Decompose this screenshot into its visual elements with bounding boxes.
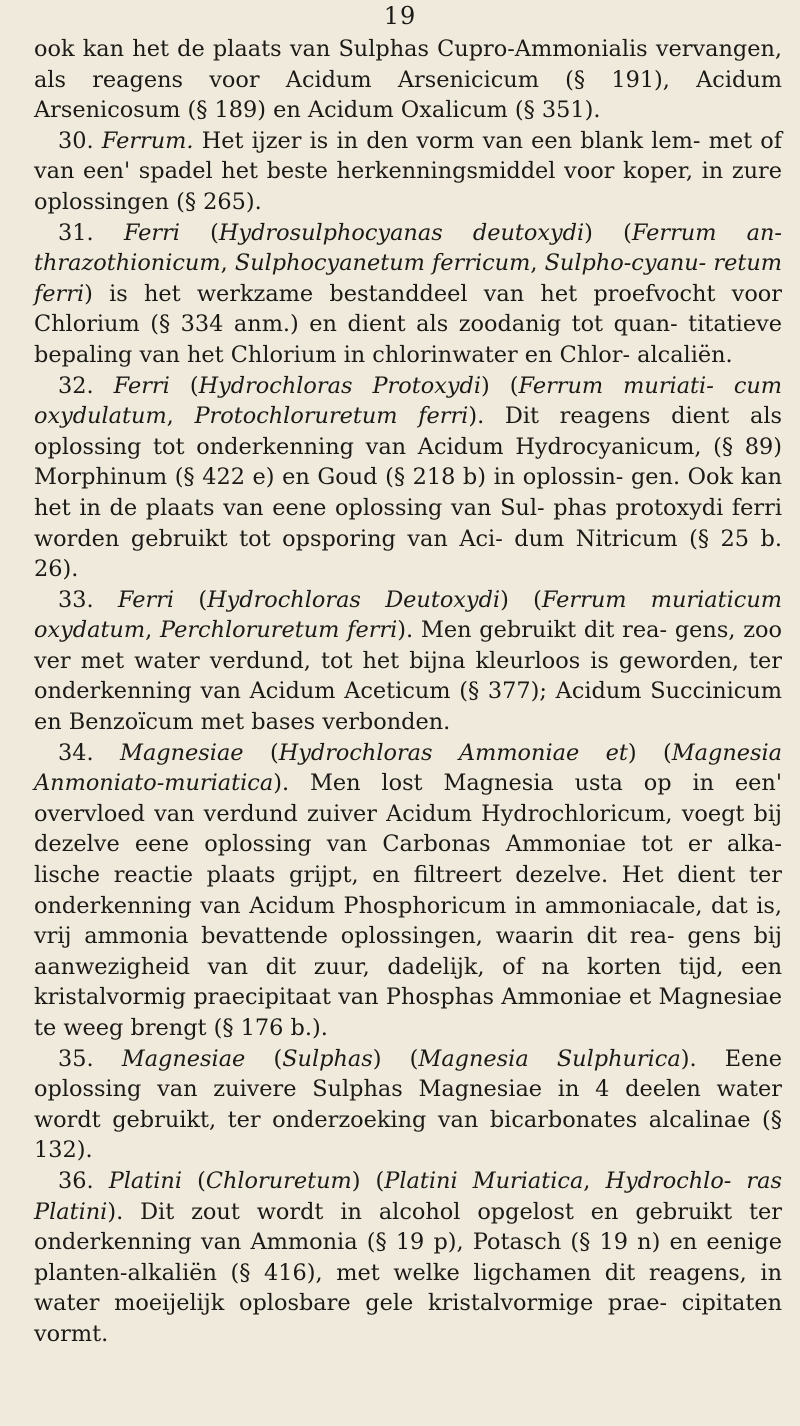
italic-text: Chloruretum [205,1167,352,1194]
text-run: ) ( [500,586,542,613]
text-run: ). Dit reagens dient als oplossing tot onderkenning van Acidum Hydrocyanicum, (§ 89) Morphinum (§ 422 e) en Goud (§ 218 b) in oplossin- gen. Ook kan het in de plaats van eene oplossing van Sul- phas protoxydi ferri worden gebruikt tot opsporing van Aci- dum Nitricum (§ 25 b. 26). [34,403,782,583]
text-run: ) ( [627,739,672,766]
text-run: ( [182,1167,206,1194]
text-run: ). Dit zout wordt in alcohol opgelost en gebruikt ter onderkenning van Ammonia (§ 19 p), Potasch (§ 19 n) en eenige planten-alkaliën (§ 416), met welke ligchamen dit reagens, in water moeijelijk oplosbare gele kristalvormige prae- cipitaten vormt. [34,1198,782,1347]
paragraph [34,126,782,218]
text-run: , [583,1167,606,1194]
text-run: ) ( [480,372,519,399]
italic-text: Hydrosulphocyanas deutoxydi [218,219,585,246]
text-run: ( [174,586,208,613]
text-run: ). Men lost Magnesia usta op in een' overvloed van verdund zuiver Acidum Hydrochloricum, voegt bij dezelve eene oplossing van Carbonas Ammoniae tot er alka- lische reactie plaats grijpt, en filtreert dezelve. Het dient ter onderkenning van Acidum Phosphoricum in ammoniacale, dat is, vrij ammonia bevattende oplossingen, waarin dit rea- gens bij aanwezigheid van dit zuur, dadelijk, of na korten tijd, een kristalvormig praecipitaat van Phosphas Ammoniae et Magnesiae te weeg brengt (§ 176 b.). [34,770,782,1041]
italic-text: Platini [108,1167,183,1194]
italic-text: Hydrochloras Ammoniae et [278,739,628,766]
text-run: ) is het werkzame bestanddeel van het proefvocht voor Chlorium (§ 334 anm.) en dient als zoodanig tot quan- titatieve bepaling van het Chlorium in chlorinwater en Chlor- alcaliën. [34,280,782,368]
italic-text: Ferri [113,372,170,399]
italic-text: Ferrum. [101,127,194,154]
text-run: ) ( [584,219,632,246]
paragraph [34,34,782,126]
italic-text: Sulphas [282,1045,373,1072]
text-run: ( [243,739,279,766]
text-run: , [220,250,235,277]
paragraph [34,1166,782,1350]
text-run: 31. [58,219,124,246]
page-body [34,34,782,1350]
italic-text: Ferri [117,586,175,613]
italic-text: Hydrochloras Protoxydi [198,372,481,399]
text-run: 34. [58,739,121,766]
text-run: 35. [58,1045,122,1072]
paragraph [34,371,782,585]
italic-text: Ferri [123,219,180,246]
page-number: 19 [383,2,417,30]
text-run: ) ( [351,1167,385,1194]
text-run: ( [169,372,199,399]
italic-text: Magnesia Sulphurica [418,1045,681,1072]
italic-text: Hydrochloras Deutoxydi [207,586,501,613]
text-run: , [145,617,161,644]
italic-text: Protochloruretum ferri [194,403,469,430]
italic-text: Magnesiae [121,1045,246,1072]
italic-text: Sulphocyanetum ferricum [234,250,531,277]
italic-text: Perchloruretum ferri [160,617,398,644]
text-run: 32. [58,372,114,399]
paragraph [34,1044,782,1166]
text-run: 30. [58,127,102,154]
text-run: 36. [58,1167,109,1194]
italic-text: Ferrum muriati- cum oxydulatum [34,372,783,430]
italic-text: Hydrochlo- ras Platini [34,1167,782,1225]
text-run: ook kan het de plaats van Sulphas Cupro-Ammonialis vervangen, als reagens voor Acidum Arsenicicum (§ 191), Acidum Arsenicosum (§ 189) en Acidum Oxalicum (§ 351). [34,36,782,124]
italic-text: Ferrum muriaticum oxydatum [34,586,782,644]
italic-text: Magnesia Anmoniato-muriatica [34,739,783,797]
paragraph [34,218,782,371]
italic-text: Platini Muriatica [384,1167,584,1194]
text-run: ). Eene oplossing van zuivere Sulphas Magnesiae in 4 deelen water wordt gebruikt, ter onderzoeking van bicarbonates alcalinae (§ 132). [34,1045,782,1164]
text-run: ) ( [372,1045,419,1072]
paragraph [34,585,782,738]
text-run: Het ijzer is in den vorm van een blank lem- met of van een' spadel het beste herkenningsmiddel voor koper, in zure oplossingen (§ 265). [34,127,783,215]
text-run: , [530,250,545,277]
text-run: ( [245,1045,283,1072]
italic-text: Magnesiae [120,739,244,766]
text-run: ( [179,219,219,246]
italic-text: Sulpho-cyanu- retum ferri [34,250,782,307]
text-run: 33. [58,586,118,613]
text-run: , [166,403,195,430]
text-run: ). Men gebruikt dit rea- gens, zoo ver met water verdund, tot het bijna kleurloos is geworden, ter onderkenning van Acidum Aceticum (§ 377); Acidum Succinicum en Benzoïcum met bases verbonden. [34,617,782,736]
paragraph [34,738,782,1044]
italic-text: Ferrum an- thrazothionicum [34,219,783,277]
